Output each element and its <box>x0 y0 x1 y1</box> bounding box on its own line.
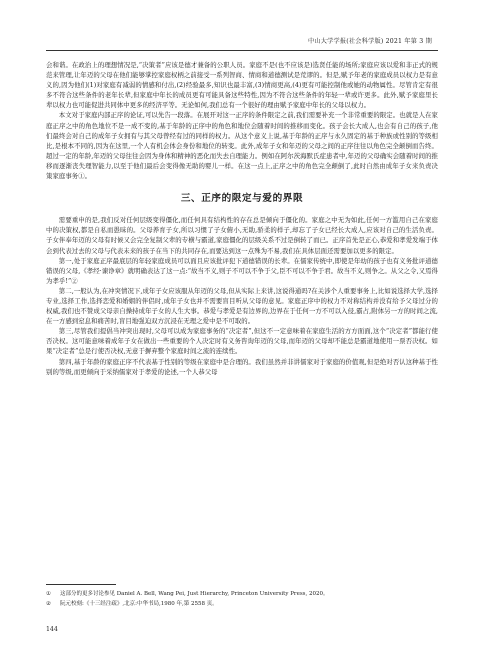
paragraph-4: 第一,处于家庭正序最底层的年轻家庭成员可以面且应该批评犯下道德错误的长辈。在儒家传统中,即使是年幼的孩子也有义务批评道德错误的父母,《孝经·谏诤章》就明确表达了这一点:“故当不义,则子不可以不争于父,臣不可以不争于君。故当不义,则争之。从父之令,又焉得为孝乎!”② <box>46 256 438 285</box>
footnote-rule <box>46 584 116 585</box>
header-rule <box>46 50 438 51</box>
running-head: 中山大学学报(社会科学版) 2021 年第 3 期 <box>307 38 432 45</box>
footnotes <box>46 590 438 610</box>
article-body <box>46 60 438 377</box>
page-number: 144 <box>46 626 58 633</box>
paragraph-7: 第四,基于年龄的家庭正序不代表基于性别的等级在家庭中是合理的。我们虽然并非讲儒家对于家庭的价值观,但是绝对否认这种基于性别的等级,而更倾向于采纳儒家对于孝爱的论述,一个人恭父母 <box>46 357 438 376</box>
paragraph-2: 本文对于家庭内部正序的论证,可以先告一段落。在展开对这一正序的条件限定之前,我们需要补充一个非常重要的限定。也就是人在家庭正序之中的角色地位不是一成不变的,基于年龄的正序中的角色和地位会随着时间的推移而变化。孩子会长大成人,也会有自己的孩子,他们最终会对自己的成年子女拥有与其父母曾经有过的同样的权力。从这个意义上说,基于年龄的正序与永久固定的基于种族或性别的等级相比,是根本不同的,因为在这里,一个人有机会体会身份和地位的转变。此外,成年子女和年迈的父母之间的正序往往以角色完全颠倒而告终。超过一定的年龄,年迈的父母往往会因为身体和精神的恶化而失去自理能力。例如在阿尔茨海默氏症患者中,年迈的父母确实会随着时间的推移而逐渐丧失理智能力,以至于他们最后会变得像无助的婴儿一样。在这一点上,正序之中的角色完全颠倒了,此时自然由成年子女来负责决策家庭事务①。 <box>46 111 438 181</box>
footnote-text: 这部分的更多讨论参见 Daniel A. Bell, Wang Pei, Just Hierarchy, Princeton University Press, 2020。 <box>60 591 329 597</box>
paragraph-6: 第三,尽管我们提倡当冲突出现时,父母可以成为家庭事务的“决定者”,但这不一定意味着在家庭生活的方方面面,这个“决定者”都能行使否决权。这可能意味着成年子女在做出一些重要的个人决定时有义务咨询年迈的父母,而年迈的父母却不能总是霸道地使用一票否决权。如果“决定者”总是行使否决权,无意于摒弃整个家庭时间之流的连续性。 <box>46 327 438 356</box>
paragraph-3: 需要重申的是,我们反对任何层级变得僵化,而任何具有结构性的存在总是倾向于僵化的。家庭之中无为如此,任何一方滥用自己在家庭中的决策权,都是自私而愚昧的。父母养育子女,所以习惯了子女俯小,无助,骄柔的样子,却忘了子女已经长大成人,应该对自己的生活负责。子女伴奉年迈的父母有时候又会完全复制父辈的专横与霸道,家庭僵化的层级关系不过是倒转了而已。正序首先是正心,恭爱和孝爱发端于体会到代表过去的父母与代表未来的孩子在当下的共同存在,而要达到这一点殊为不易,我们在具体层面还需要加以更多的限定。 <box>46 216 438 255</box>
footnote-text: 阮元校刻:《十三经注疏》,北京:中华书局,1980 年,第 2558 页。 <box>60 600 218 607</box>
paragraph-5: 第二,一般认为,在冲突情况下,成年子女应该服从年迈的父母,但从实际上来讲,这说得通吗?在关涉个人重要事务上,比如说选择大学,选择专业,选择工作,选择恋爱和婚姻的伴侣时,成年子女也并不需要盲目听从父母的意见。家庭正序中的权力不对称结构并没有给予父母过分的权威,我们也不赞成父母亲自操持成年子女的人生大事。恭爱与孝爱是有边界的,边界在于任何一方不可以入侵,霸占,附体另一方的时间之流,在一方感到窒息和痛苦时,盲目地强迫双方沉浸在无理之爱中是不可取的。 <box>46 286 438 326</box>
paragraph-1: 会和谐。在政治上的理想情况是,“决策者”应该是德才兼备的公职人员。家庭不是(也不应该是)选贤任能的场所;家庭应该以爱和非正式的规范来管理,让年迈的父母在他们能够掌控家庭权柄之前接受一系列智商、情商和道德测试是荒谬的。但是,赋予年老的家庭成员以权力是有意义的,因为他们(1)对家庭有减弱的情感和付出,(2)经验最多,知识也最丰富,(3)情商更高,(4)更有可能控制他或她的动物属性。尽管肯定有很多不符合这些条件的老年长辈,但家庭中年长的成员更有可能具备这些特性,因为不符合这些条件的年轻一辈或许更多。此外,赋予家庭里长辈以权力也可能促进共同体中更多的经济平等。无论如何,我们总有一个很好的理由赋予家庭中年长的父母以权力。 <box>46 61 438 110</box>
footnote-mark: ② <box>46 600 51 607</box>
section-title: 三、正序的限定与爱的界限 <box>180 193 304 205</box>
footnote-2 <box>46 600 438 610</box>
footnote-1 <box>46 590 438 600</box>
footnote-mark: ① <box>46 591 51 597</box>
